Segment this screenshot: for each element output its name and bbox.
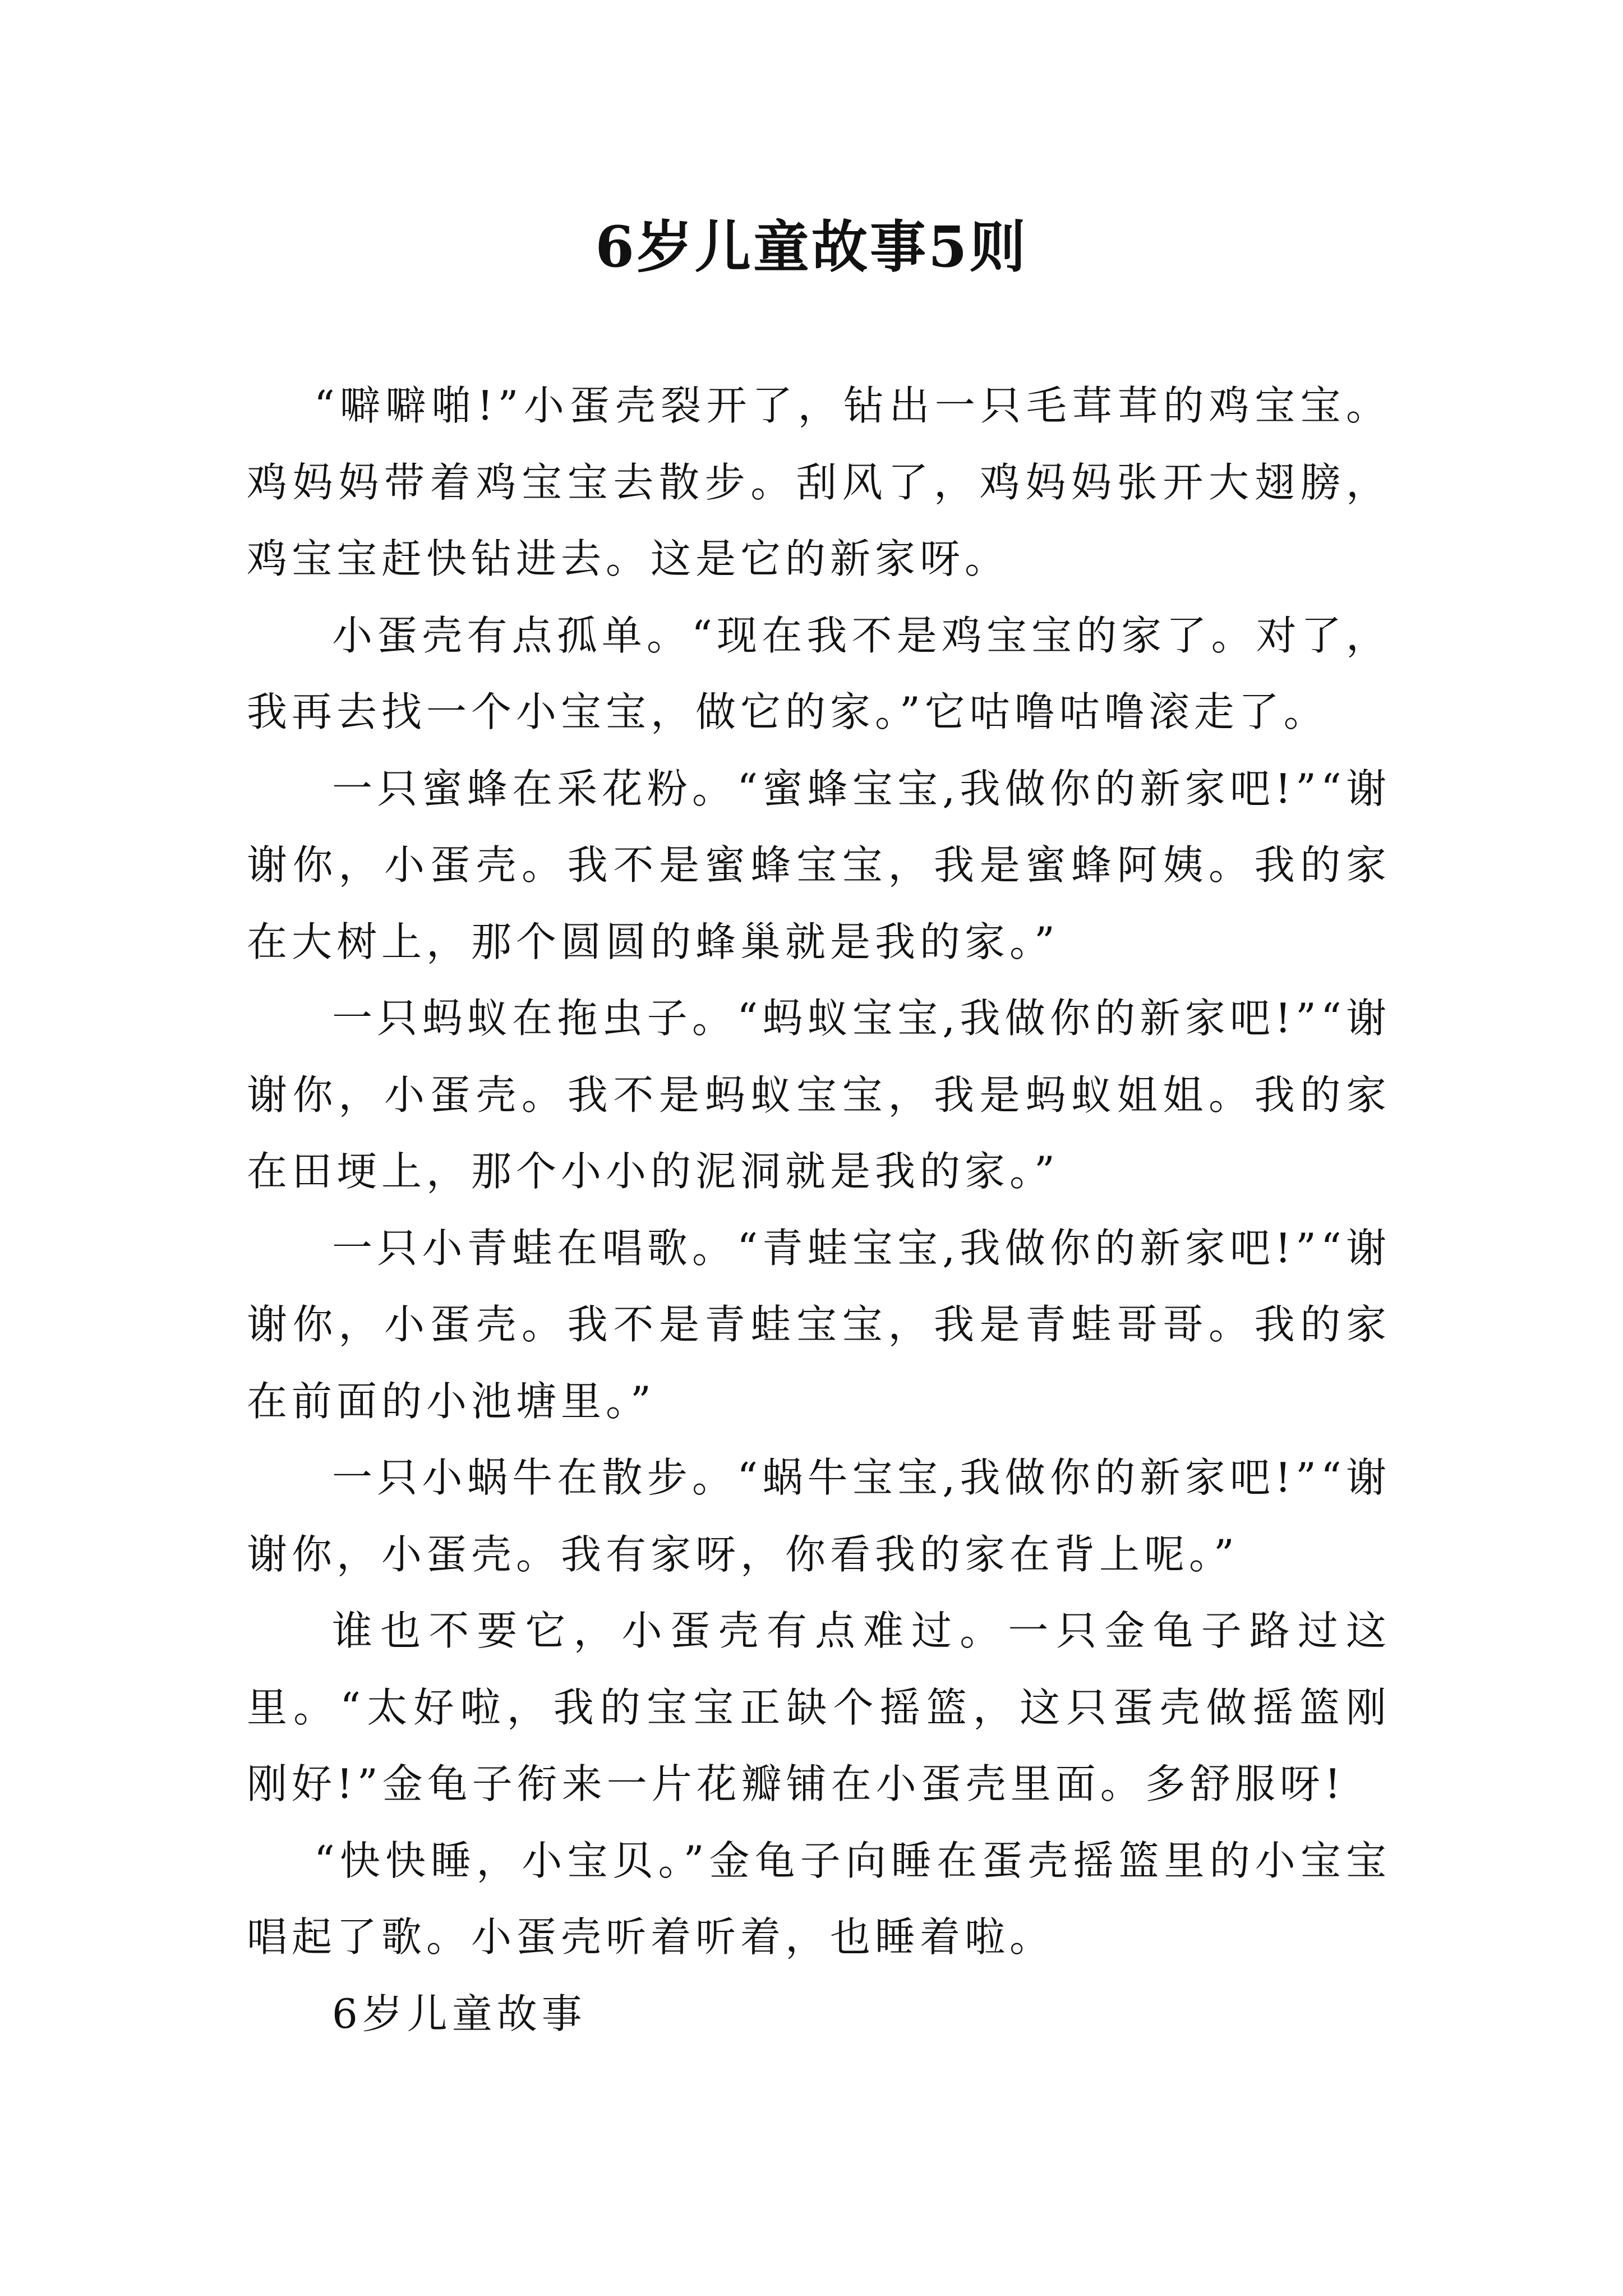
paragraph-5: 一只小青蛙在唱歌。“青蛙宝宝,我做你的新家吧!”“谢谢你，小蛋壳。我不是青蛙宝宝，我是青蛙哥哥。我的家在前面的小池塘里。” [247, 1224, 1391, 1425]
paragraph-3: 一只蜜蜂在采花粉。“蜜蜂宝宝,我做你的新家吧!”“谢谢你，小蛋壳。我不是蜜蜂宝宝，我是蜜蜂阿姨。我的家在大树上，那个圆圆的蜂巢就是我的家。” [247, 765, 1391, 965]
section-subheading: 6岁儿童故事 [332, 1990, 587, 2037]
paragraph-2: 小蛋壳有点孤单。“现在我不是鸡宝宝的家了。对了，我再去找一个小宝宝，做它的家。”它咕噜咕噜滚走了。 [247, 611, 1391, 735]
paragraph-7: 谁也不要它，小蛋壳有点难过。一只金龟子路过这里。“太好啦，我的宝宝正缺个摇篮，这只蛋壳做摇篮刚刚好!”金龟子衔来一片花瓣铺在小蛋壳里面。多舒服呀! [247, 1607, 1391, 1807]
document-title: 6岁儿童故事5则 [595, 214, 1028, 280]
paragraph-6: 一只小蜗牛在散步。“蜗牛宝宝,我做你的新家吧!”“谢谢你，小蛋壳。我有家呀，你看我的家在背上呢。” [247, 1454, 1391, 1578]
story-body [247, 367, 1391, 2052]
paragraph-4: 一只蚂蚁在拖虫子。“蚂蚁宝宝,我做你的新家吧!”“谢谢你，小蛋壳。我不是蚂蚁宝宝，我是蚂蚁姐姐。我的家在田埂上，那个小小的泥洞就是我的家。” [247, 995, 1391, 1195]
paragraph-8: “快快睡，小宝贝。”金龟子向睡在蛋壳摇篮里的小宝宝唱起了歌。小蛋壳听着听着，也睡着啦。 [247, 1837, 1391, 1961]
paragraph-1: “噼噼啪!”小蛋壳裂开了，钻出一只毛茸茸的鸡宝宝。鸡妈妈带着鸡宝宝去散步。刮风了，鸡妈妈张开大翅膀，鸡宝宝赶快钻进去。这是它的新家呀。 [247, 382, 1391, 582]
